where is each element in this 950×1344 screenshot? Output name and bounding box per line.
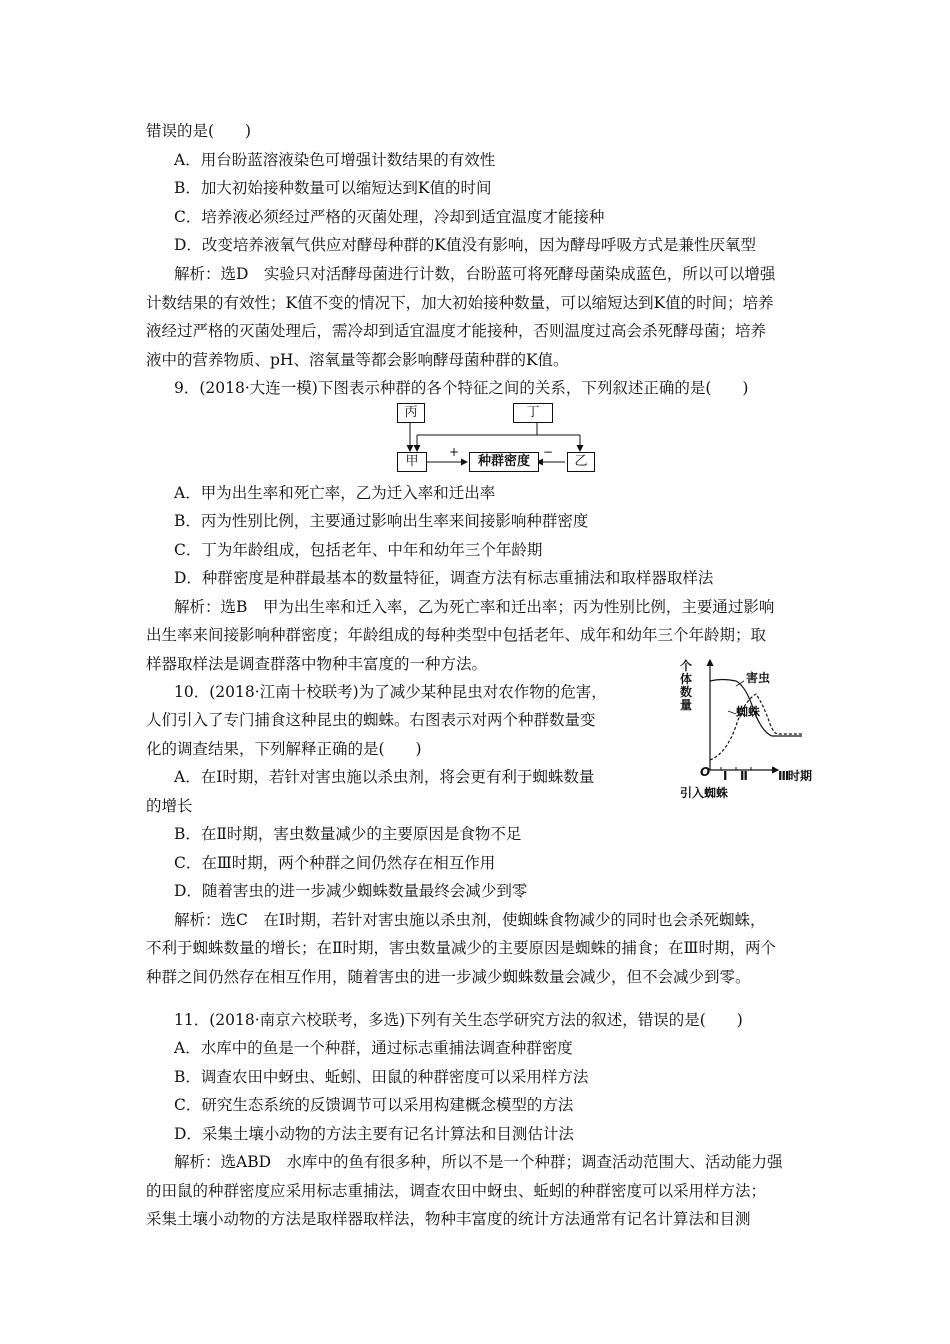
option-line: A．在Ⅰ时期，若针对害虫施以杀虫剂，将会更有利于蜘蛛数量 [174,768,595,786]
spider-curve [710,694,802,760]
analysis-line: 液中的营养物质、pH、溶氧量等都会影响酵母菌种群的K值。 [146,351,569,369]
origin-label: O [700,765,711,779]
population-graph [674,656,814,782]
analysis-line: 计数结果的有效性；K值不变的情况下，加大初始接种数量，可以缩短达到K值的时间；培养 [146,294,774,312]
option-line: D．采集土壤小动物的方法主要有记名计算法和目测估计法 [174,1125,574,1143]
option-line: B．在Ⅱ时期，害虫数量减少的主要原因是食物不足 [174,825,522,843]
box-population-density: 种群密度 [469,452,539,472]
option-line: B．调查农田中蚜虫、蚯蚓、田鼠的种群密度可以采用样方法 [174,1068,589,1086]
question-line: 化的调查结果，下列解释正确的是( ) [146,740,422,758]
box-ding: 丁 [513,403,553,423]
analysis-line: 采集土壤小动物的方法是取样器取样法，物种丰富度的统计方法通常有记名计算法和目测 [146,1210,751,1228]
question-line: 人们引入了专门捕食这种昆虫的蜘蛛。右图表示对两个种群数量变 [146,711,596,729]
analysis-line: 解析：选B 甲为出生率和迁入率，乙为死亡率和迁出率；丙为性别比例，主要通过影响 [174,598,775,616]
graph-xlabel: 时期 [788,769,813,783]
option-line: A．水库中的鱼是一个种群，通过标志重捕法调查种群密度 [174,1039,573,1057]
box-bing: 丙 [397,403,425,423]
question-line: 10．(2018·江南十校联考)为了减少某种昆虫对农作物的危害， [174,683,607,701]
analysis-line: 解析：选D 实验只对活酵母菌进行计数，台盼蓝可将死酵母菌染成蓝色，所以可以增强 [174,265,776,283]
analysis-line: 种群之间仍然存在相互作用，随着害虫的进一步减少蜘蛛数量会减少，但不会减少到零。 [146,968,751,986]
option-line: C．培养液必须经过严格的灭菌处理，冷却到适宜温度才能接种 [174,208,605,226]
option-line: C．丁为年龄组成，包括老年、中年和幼年三个年龄期 [174,541,543,559]
plus-sign: + [449,445,460,459]
analysis-line: 的田鼠的种群密度应采用标志重捕法，调查农田中蚜虫、蚯蚓的种群密度可以采用样方法； [146,1182,767,1200]
ylabel-char: 体 [679,672,692,686]
analysis-line: 出生率来间接影响种群密度；年龄组成的每种类型中包括老年、成年和幼年三个年龄期；取 [146,626,767,644]
text-line: 错误的是( ) [146,122,252,140]
ylabel-char: 量 [679,698,692,712]
option-line: 的增长 [146,797,193,815]
period-label: Ⅱ [740,769,748,783]
ylabel-char: 个 [679,659,692,673]
question-line: 11．(2018·南京六校联考，多选)下列有关生态学研究方法的叙述，错误的是( ) [174,1011,743,1029]
period-label: Ⅲ [778,769,790,783]
ylabel-char: 数 [679,685,692,699]
option-line: B．丙为性别比例，主要通过影响出生率来间接影响种群密度 [174,512,589,530]
graph-ylabel [679,660,693,712]
option-line: C．研究生态系统的反馈调节可以采用构建概念模型的方法 [174,1096,574,1114]
analysis-line: 不利于蜘蛛数量的增长；在Ⅱ时期，害虫数量减少的主要原因是蜘蛛的捕食；在Ⅲ时期，两个 [146,939,776,957]
option-line: A．用台盼蓝溶液染色可增强计数结果的有效性 [174,151,496,169]
option-line: D．改变培养液氧气供应对酵母种群的K值没有影响，因为酵母呼吸方式是兼性厌氧型 [174,236,757,254]
question-line: 9．(2018·大连一模)下图表示种群的各个特征之间的关系，下列叙述正确的是( ) [174,379,749,397]
analysis-line: 解析：选ABD 水库中的鱼有很多种，所以不是一个种群；调查活动范围大、活动能力强 [174,1153,783,1171]
analysis-line: 液经过严格的灭菌处理后，需冷却到适宜温度才能接种，否则温度过高会杀死酵母菌；培养 [146,322,767,340]
series-label-spider: 蜘蛛 [736,705,761,719]
option-line: D．随着害虫的进一步减少蜘蛛数量最终会减少到零 [174,882,528,900]
graph-axes-and-curves [674,656,814,782]
series-label-pest: 害虫 [746,671,771,685]
option-line: D．种群密度是种群最基本的数量特征，调查方法有标志重捕法和取样器取样法 [174,569,714,587]
option-line: A．甲为出生率和死亡率，乙为迁入率和迁出率 [174,484,496,502]
box-jia: 甲 [397,452,427,472]
analysis-line: 解析：选C 在Ⅰ时期，若针对害虫施以杀虫剂，使蜘蛛食物减少的同时也会杀死蜘蛛， [174,911,766,929]
option-line: C．在Ⅲ时期，两个种群之间仍然存在相互作用 [174,854,496,872]
intro-spider-label: 引入蜘蛛 [680,786,729,800]
minus-sign: − [543,445,554,459]
population-feature-diagram [397,401,597,475]
option-line: B．加大初始接种数量可以缩短达到K值的时间 [174,179,492,197]
period-label: Ⅰ [723,769,728,783]
box-yi: 乙 [567,452,595,472]
analysis-line: 样器取样法是调查群落中物种丰富度的一种方法。 [146,655,488,673]
